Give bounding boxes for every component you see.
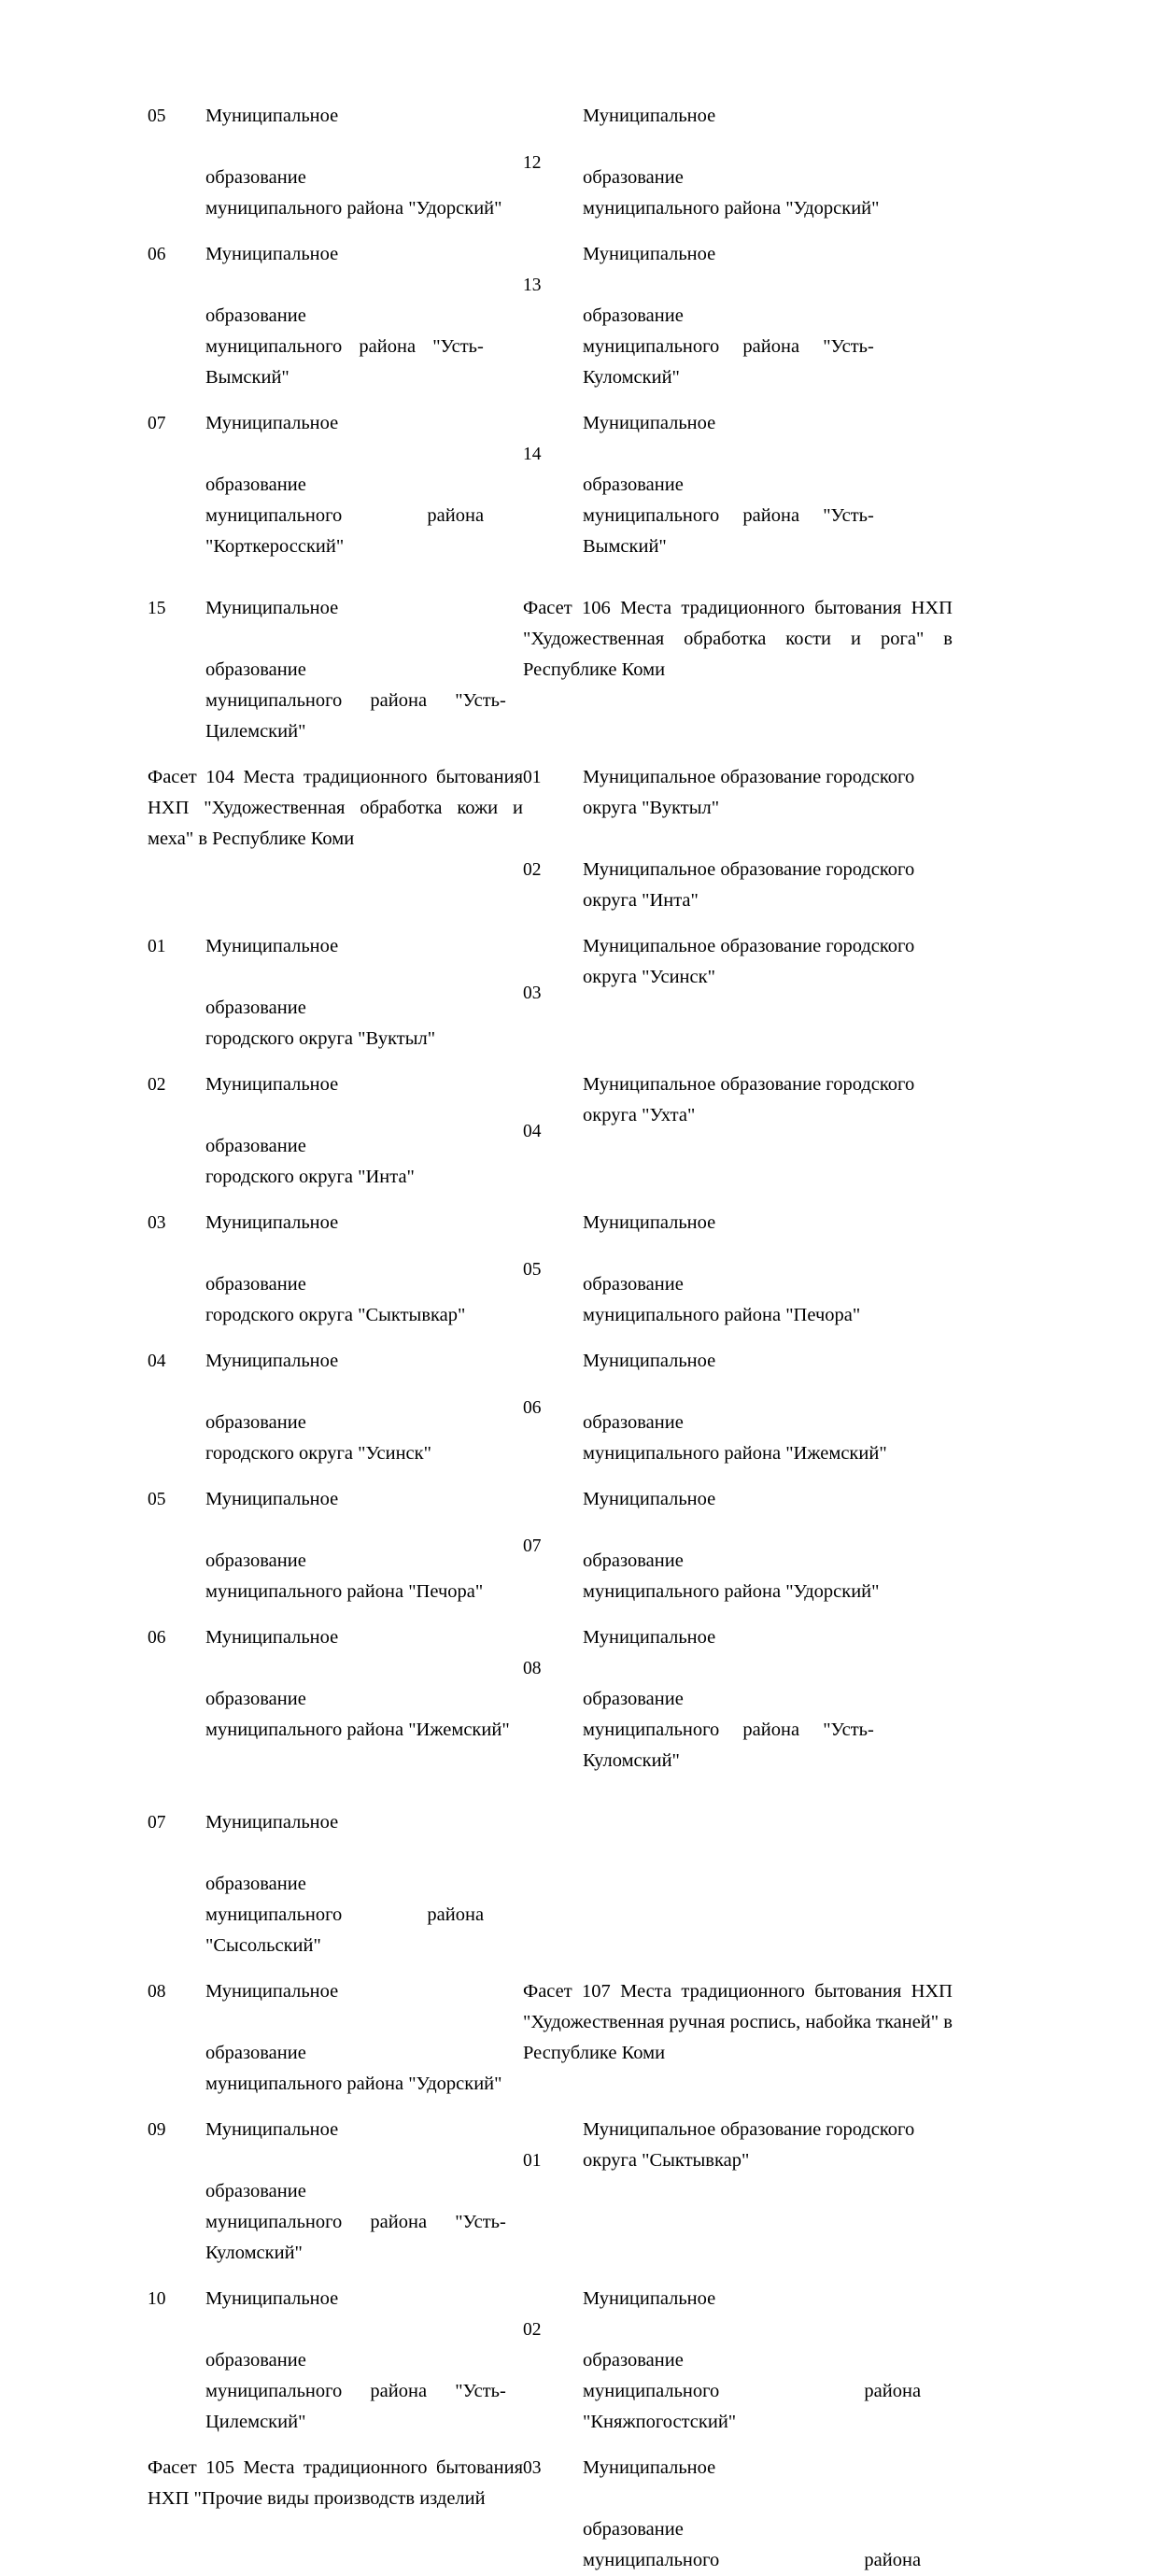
line: Куломский"	[583, 1750, 680, 1771]
line: Муниципальноеобразование	[583, 2457, 716, 2540]
line: Муниципальноеобразование	[205, 1074, 339, 1156]
line: муниципального района "Усть-	[583, 505, 874, 526]
row-spacer	[148, 1607, 953, 1622]
row-code-right: 03	[523, 2458, 542, 2478]
line: Куломский"	[205, 2243, 303, 2263]
row-spacer	[148, 1054, 953, 1069]
line: городского округа "Сыктывкар"	[205, 1305, 466, 1325]
row-text-right	[583, 762, 953, 855]
row-code-left: 03	[148, 1213, 166, 1233]
row-code-left: 07	[148, 1813, 166, 1833]
facet-heading-104: Фасет 104 Места традиционного бытования НХП "Художественная обработка кожи и меха" в Республике Коми	[148, 767, 523, 849]
row-text-right	[583, 1069, 953, 1193]
line: городского округа "Инта"	[205, 1167, 415, 1187]
row-text-right	[583, 1484, 953, 1607]
row-code-right: 02	[523, 2320, 542, 2340]
row-code-right: 01	[523, 2151, 542, 2171]
row-code-left: 01	[148, 937, 166, 956]
line: Муниципальноеобразование	[205, 2288, 339, 2371]
empty-cell	[148, 855, 205, 916]
facet-heading-107: Фасет 107 Места традиционного бытования НХП "Художественная ручная роспись, набойка тканей" в Республике Коми	[523, 1981, 953, 2063]
row-code-left: 04	[148, 1352, 166, 1371]
row-text-right	[583, 101, 953, 224]
line: Муниципальноеобразование	[205, 936, 339, 1018]
line: Цилемский"	[205, 2412, 306, 2432]
row-code-right: 12	[523, 152, 542, 173]
line: Цилемский"	[205, 721, 306, 742]
row-text-left	[205, 1976, 523, 2100]
line: Муниципальноеобразование	[205, 1981, 339, 2063]
line: Муниципальноеобразование	[205, 106, 339, 188]
line: муниципального района	[583, 2381, 922, 2401]
line: Муниципальноеобразование	[205, 2119, 339, 2201]
line: городского округа "Усинск"	[205, 1443, 431, 1464]
facet-table	[148, 101, 953, 2576]
line: Муниципальноеобразование	[583, 1351, 716, 1433]
line: городского округа "Вуктыл"	[205, 1028, 436, 1049]
row-code-right: 01	[523, 768, 542, 787]
table-row	[148, 1976, 953, 2100]
row-code-left: 08	[148, 1982, 166, 2002]
row-spacer	[148, 747, 953, 762]
line: Муниципальное образование городского	[583, 767, 915, 787]
table-row	[148, 1622, 953, 1776]
row-text-right	[583, 2115, 953, 2269]
line: муниципального района "Усть-	[583, 336, 874, 357]
row-text-right	[583, 2284, 953, 2438]
line: муниципального района "Ижемский"	[205, 1720, 510, 1740]
line: Муниципальноеобразование	[583, 1627, 716, 1709]
row-text-right	[583, 1622, 953, 1776]
empty-cell	[205, 855, 523, 916]
row-text-right	[583, 408, 953, 562]
line: муниципального района "Печора"	[205, 1581, 484, 1602]
row-text-right	[583, 855, 953, 916]
document-page	[148, 101, 953, 2576]
line: Муниципальное образование городского	[583, 2119, 915, 2140]
row-text-left	[205, 101, 523, 224]
line: Муниципальноеобразование	[205, 1489, 339, 1571]
row-text-left	[205, 2284, 523, 2438]
line: муниципального района	[583, 2550, 922, 2570]
row-code-right: 13	[523, 276, 542, 295]
line: округа "Инта"	[583, 890, 699, 911]
row-spacer	[148, 2100, 953, 2115]
row-text-left	[205, 1069, 523, 1193]
table-row	[148, 1346, 953, 1469]
row-spacer	[148, 1193, 953, 1208]
line: муниципального района "Усть-	[583, 1720, 874, 1740]
table-row	[148, 2284, 953, 2438]
line: Муниципальноеобразование	[205, 598, 339, 680]
line: Муниципальноеобразование	[583, 106, 716, 188]
table-row	[148, 101, 953, 224]
line: муниципального района "Усть-	[205, 336, 484, 357]
line: Куломский"	[583, 367, 680, 388]
line: муниципального района "Удорский"	[205, 198, 502, 219]
row-text-right	[583, 1346, 953, 1469]
row-code-left: 02	[148, 1075, 166, 1095]
line: муниципального района "Ижемский"	[583, 1443, 887, 1464]
row-code-right: 06	[523, 1397, 542, 1418]
row-code-right: 04	[523, 1121, 542, 1141]
line: "Княжпогостский"	[583, 2412, 737, 2432]
row-code-right: 08	[523, 1659, 542, 1678]
row-spacer	[148, 1776, 953, 1807]
line: Муниципальноеобразование	[583, 2288, 716, 2371]
table-row	[148, 1208, 953, 1331]
row-code-left: 10	[148, 2289, 166, 2309]
row-spacer	[148, 1961, 953, 1976]
row-spacer	[148, 1331, 953, 1346]
row-text-left	[205, 2115, 523, 2269]
row-text-left	[205, 1346, 523, 1469]
line: округа "Усинск"	[583, 967, 715, 987]
line: муниципального района "Усть-	[205, 2381, 506, 2401]
line: Муниципальноеобразование	[583, 1489, 716, 1571]
line: муниципального района "Усть-	[205, 690, 506, 711]
table-row	[148, 855, 953, 916]
row-spacer	[148, 1469, 953, 1484]
table-row	[148, 408, 953, 562]
row-code-right: 05	[523, 1259, 542, 1280]
row-code-left: 06	[148, 245, 166, 264]
line: муниципального района "Удорский"	[205, 2074, 502, 2094]
row-text-left	[205, 593, 523, 747]
line: муниципального района "Печора"	[583, 1305, 861, 1325]
line: муниципального района	[205, 505, 485, 526]
line: Вымский"	[583, 536, 667, 557]
line: Муниципальноеобразование	[583, 1212, 716, 1295]
row-spacer	[148, 916, 953, 931]
row-code-left: 05	[148, 106, 166, 126]
row-code-left: 05	[148, 1490, 166, 1509]
table-row	[148, 931, 953, 1054]
line: Вымский"	[205, 367, 290, 388]
row-text-left	[205, 239, 523, 393]
row-text-left	[205, 931, 523, 1054]
line: Муниципальное образование городского	[583, 1074, 915, 1095]
line: Муниципальноеобразование	[583, 413, 716, 495]
line: "Сысольский"	[205, 1935, 321, 1956]
empty-cell	[583, 1807, 953, 1961]
table-row	[148, 1807, 953, 1961]
line: Муниципальноеобразование	[205, 1351, 339, 1433]
facet-heading-106: Фасет 106 Места традиционного бытования НХП "Художественная обработка кости и рога" в Республике Коми	[523, 598, 953, 680]
line: муниципального района "Удорский"	[583, 198, 880, 219]
table-row	[148, 1484, 953, 1607]
line: Муниципальноеобразование	[205, 1627, 339, 1709]
line: Муниципальноеобразование	[205, 1212, 339, 1295]
line: муниципального района "Удорский"	[583, 1581, 880, 1602]
table-row	[148, 2115, 953, 2269]
line: округа "Сыктывкар"	[583, 2150, 750, 2171]
line: "Корткеросский"	[205, 536, 345, 557]
empty-cell	[523, 1807, 583, 1961]
row-code-right: 07	[523, 1536, 542, 1556]
row-text-left	[205, 1484, 523, 1607]
line: Муниципальноеобразование	[583, 244, 716, 326]
row-code-left: 15	[148, 599, 166, 618]
row-text-left	[205, 1208, 523, 1331]
row-spacer	[148, 562, 953, 593]
row-spacer	[148, 224, 953, 239]
line: округа "Ухта"	[583, 1105, 696, 1125]
table-row	[148, 2453, 953, 2576]
table-row	[148, 239, 953, 393]
row-text-left	[205, 408, 523, 562]
line: Муниципальное образование городского	[583, 859, 915, 880]
line: округа "Вуктыл"	[583, 798, 720, 818]
row-spacer	[148, 393, 953, 408]
line: Муниципальноеобразование	[205, 244, 339, 326]
row-code-left: 07	[148, 414, 166, 433]
table-row	[148, 1069, 953, 1193]
row-text-left	[205, 1807, 523, 1961]
line: муниципального района	[205, 1904, 485, 1925]
row-code-right: 03	[523, 983, 542, 1003]
row-text-right	[583, 2453, 953, 2576]
row-text-left	[205, 1622, 523, 1776]
table-row	[148, 762, 953, 855]
row-spacer	[148, 2269, 953, 2284]
row-text-right	[583, 931, 953, 1054]
row-text-right	[583, 239, 953, 393]
line: Муниципальноеобразование	[205, 1812, 339, 1894]
table-row	[148, 593, 953, 747]
line: Муниципальноеобразование	[205, 413, 339, 495]
row-code-left: 09	[148, 2120, 166, 2140]
line: муниципального района "Усть-	[205, 2212, 506, 2232]
row-spacer	[148, 2438, 953, 2453]
row-code-right: 02	[523, 860, 542, 880]
row-code-right: 14	[523, 445, 542, 464]
facet-heading-105: Фасет 105 Места традиционного бытования НХП "Прочие виды производств изделий	[148, 2457, 523, 2509]
row-code-left: 06	[148, 1628, 166, 1648]
line: Муниципальное образование городского	[583, 936, 915, 956]
row-text-right	[583, 1208, 953, 1331]
